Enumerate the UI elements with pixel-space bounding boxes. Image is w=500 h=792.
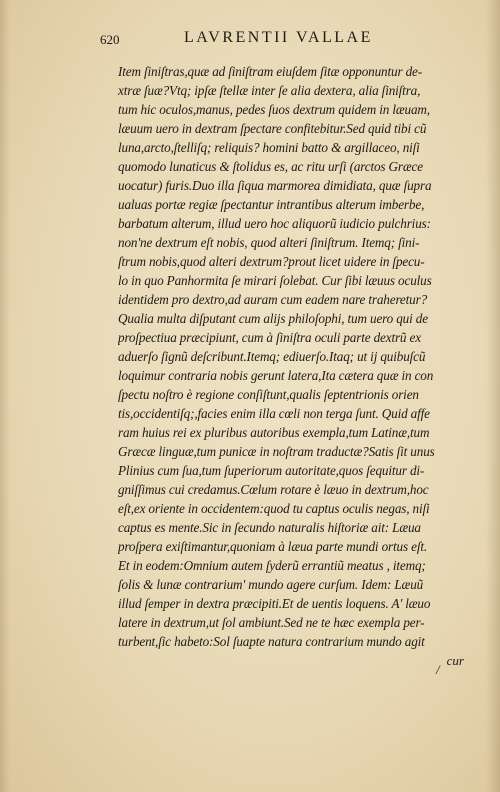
text-line: lo in quo Panhormita ſe mirari ſolebat. Cur ſibi læuus oculus	[118, 273, 432, 288]
page-edge-shadow	[486, 0, 500, 792]
margin-mark: /	[436, 662, 440, 677]
text-line: turbent,ſic habeto:Sol ſuapte natura contrarium mundo agit	[118, 634, 425, 649]
page-number: 620	[100, 32, 120, 47]
text-line: Et in eodem:Omnium autem ſyderũ errantiũ meatus , itemq;	[118, 558, 426, 573]
text-line: captus es mente.Sic in ſecundo naturalis hiſtoriæ ait: Læua	[118, 520, 421, 535]
text-line: ſtrum nobis,quod alteri dextrum?prout licet uidere in ſpecu-	[118, 254, 425, 269]
text-line: quomodo lunaticus & ſtolidus es, ac ritu urſi (arctos Græce	[118, 159, 423, 174]
text-line: proſpectiua præcipiunt, cum à ſiniſtra oculi parte dextrũ ex	[118, 330, 421, 345]
body-text	[118, 62, 470, 670]
text-line: luna,arcto,ſtelliſq; reliquis? homini batto & argillaceo, niſi	[118, 140, 420, 155]
text-line: Plinius cum ſua,tum ſuperiorum autoritate,quos ſequitur di-	[118, 463, 425, 478]
text-line: identidem pro dextro,ad auram cum eadem nare traheretur?	[118, 292, 428, 307]
text-line: illud ſemper in dextra præcipiti.Et de uentis loquens. A' læuo	[118, 596, 431, 611]
running-head: LAVRENTII VALLAE	[184, 29, 373, 46]
text-line: barbatum alterum, illud uero hoc aliquorũ iudicio pulchrius:	[118, 216, 431, 231]
text-line: xtræ ſuæ?Vtq; ipſæ ſtellæ inter ſe alia dextera, alia ſiniſtra,	[118, 83, 421, 98]
text-line: tum hic oculos,manus, pedes ſuos dextrum quidem in læuam,	[118, 102, 430, 117]
text-line: gniſſimus cui credamus.Cœlum rotare è læuo in dextrum,hoc	[118, 482, 429, 497]
text-line: proſpera exiſtimantur,quoniam à læua parte mundi ortus eſt.	[118, 539, 427, 554]
text-line: aduerſo ſignũ deſcribunt.Itemq; ediuerſo.Itaq; ut ij quibuſcũ	[118, 349, 426, 364]
page-gutter-shadow	[0, 0, 10, 792]
text-line: latere in dextrum,ut ſol ambiunt.Sed ne te hæc exempla per-	[118, 615, 425, 630]
text-line: tis,occidentiſq;,facies enim illa cœli non terga ſunt. Quid affe	[118, 406, 430, 421]
page-header	[100, 28, 460, 50]
text-line: uocatur) furis.Duo illa ſiqua marmorea dimidiata, quæ ſupra	[118, 178, 432, 193]
text-line: non'ne dextrum eſt nobis, quod alteri ſiniſtrum. Itemq; ſini-	[118, 235, 420, 250]
text-line: ſpectu noſtro è regione conſiſtunt,qualis ſeptentrionis orien	[118, 387, 419, 402]
catchword: cur	[446, 653, 464, 668]
text-line: Item ſiniſtras,quæ ad ſiniſtram eiuſdem ſitæ opponuntur de-	[118, 64, 422, 79]
text-line: læuum uero in dextram ſpectare confitebitur.Sed quid tibi cũ	[118, 121, 427, 136]
text-line: ualuas portæ regiæ ſpectantur intrantibus alterum imberbe,	[118, 197, 425, 212]
text-line: Qualia multa diſputant cum alijs philoſophi, tum uero qui de	[118, 311, 428, 326]
text-line: ram huius rei ex pluribus autoribus exempla,tum Latinæ,tum	[118, 425, 430, 440]
text-line: ſolis & lunæ contrarium' mundo agere curſum. Idem: Læuũ	[118, 577, 424, 592]
text-line: loquimur contraria nobis gerunt latera,Ita cætera quæ in con	[118, 368, 434, 383]
text-line: Græcæ linguæ,tum punicæ in noſtram traductæ?Satis ſit unus	[118, 444, 435, 459]
text-line: eſt,ex oriente in occidentem:quod tu captus oculis negas, niſi	[118, 501, 430, 516]
